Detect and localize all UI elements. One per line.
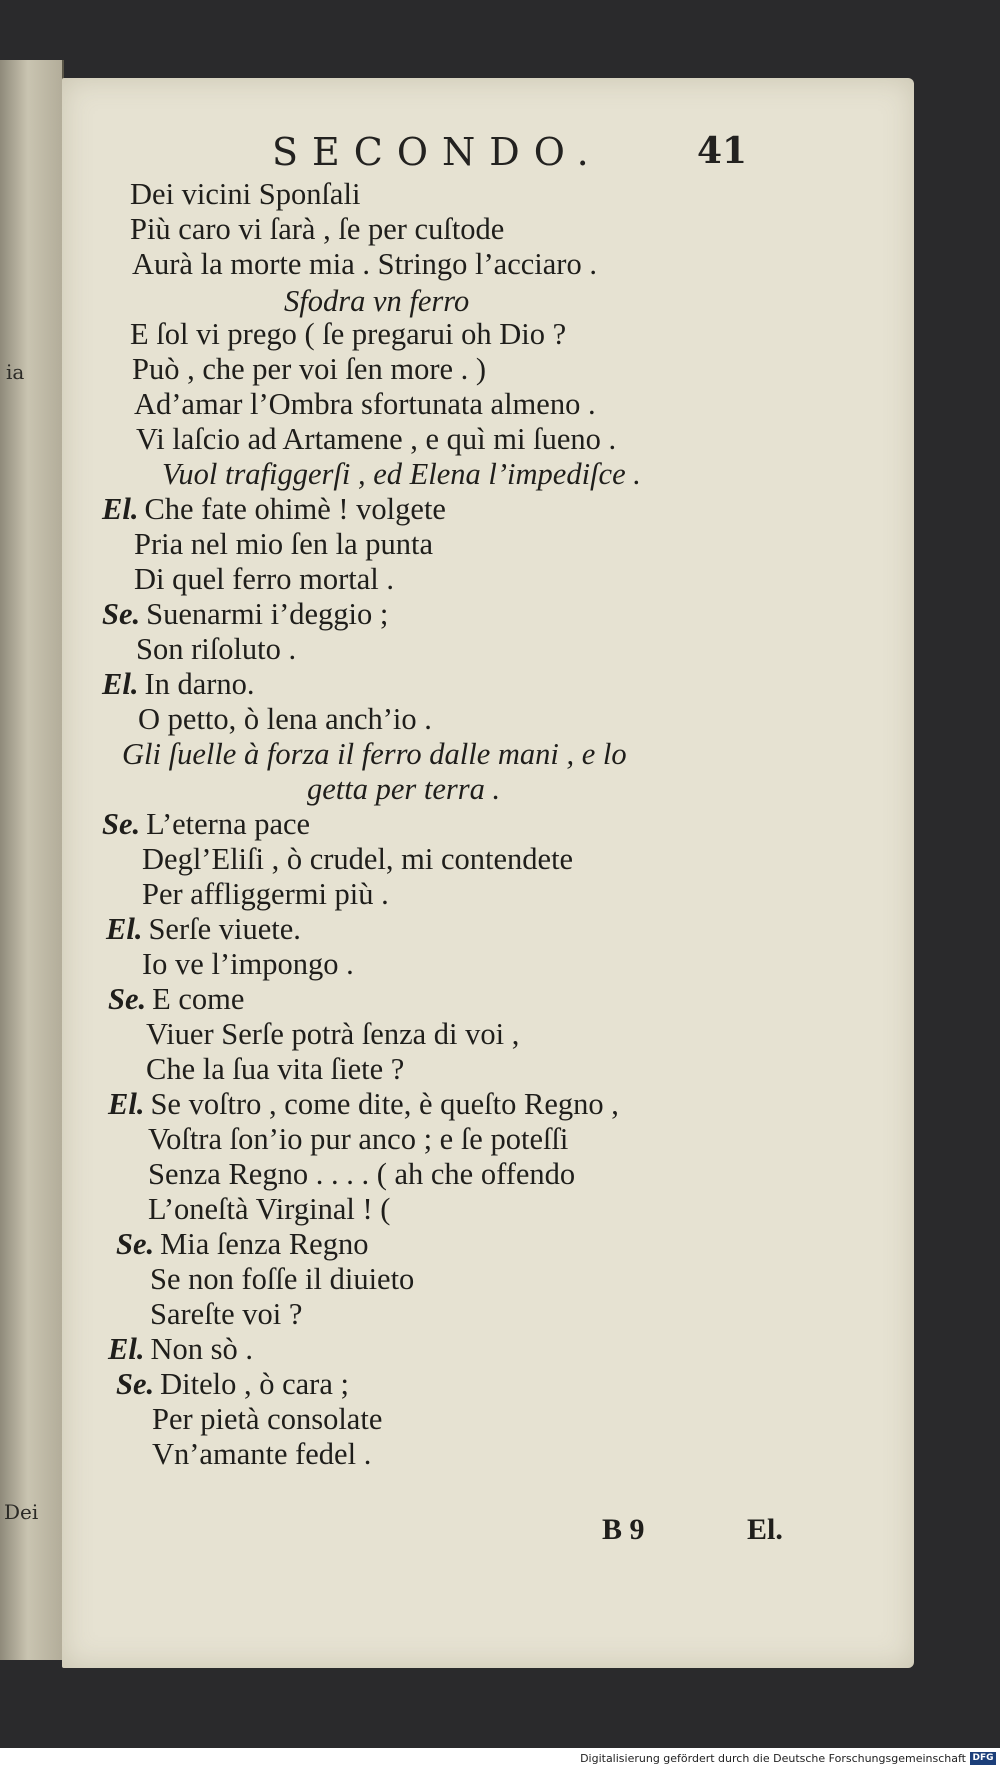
verse-line [146, 1051, 404, 1087]
verse-line [134, 386, 596, 422]
line-text: Io ve l’impongo . [142, 947, 354, 981]
verse-line [148, 1191, 390, 1227]
credit-text: Digitalisierung gefördert durch die Deutsche Forschungsgemeinschaft [580, 1752, 966, 1765]
line-text: Di quel ferro mortal . [134, 562, 395, 596]
line-text: Se non foſſe il diuieto [150, 1262, 415, 1296]
left-page-fragment: Dei [4, 1500, 39, 1524]
verse-line [108, 1331, 253, 1367]
line-text: Non sò . [150, 1332, 253, 1366]
line-text: Che la ſua vita ſiete ? [146, 1052, 405, 1086]
verse-line [130, 316, 566, 352]
signature-mark: B 9 [602, 1513, 645, 1546]
verse-line [152, 1436, 371, 1472]
line-text: Sfodra vn ferro [284, 284, 470, 318]
line-text: Suenarmi i’deggio ; [146, 597, 389, 631]
verse-line [116, 1226, 368, 1262]
verse-line [136, 631, 296, 667]
speaker-label: Se. [102, 807, 141, 841]
line-text: Mia ſenza Regno [160, 1227, 369, 1261]
speaker-label: Se. [108, 982, 147, 1016]
line-text: Vn’amante fedel . [152, 1437, 372, 1471]
verse-line [142, 876, 389, 912]
catchword: El. [747, 1513, 783, 1546]
line-text: Vi laſcio ad Artamene , e quì mi ſueno . [136, 422, 617, 456]
verse-line [142, 841, 573, 877]
stage-direction [122, 736, 627, 772]
line-text: Vuol trafiggerſi , ed Elena l’impediſce . [162, 457, 641, 491]
speaker-label: Se. [116, 1367, 155, 1401]
line-text: Degl’Eliſi , ò crudel, mi contendete [142, 842, 574, 876]
line-text: E come [152, 982, 245, 1016]
verse-line [146, 1016, 519, 1052]
verse-line [134, 561, 394, 597]
verse-line [102, 596, 388, 632]
speaker-label: Se. [102, 597, 141, 631]
verse-line [108, 981, 244, 1017]
verse-line [136, 421, 616, 457]
line-text: O petto, ò lena anch’io . [138, 702, 432, 736]
line-text: E ſol vi prego ( ſe pregarui oh Dio ? [130, 317, 567, 351]
line-text: Più caro vi ſarà , ſe per cuſtode [130, 212, 505, 246]
line-text: Son riſoluto . [136, 632, 297, 666]
line-text: Serſe viuete. [148, 912, 301, 946]
verse-line [108, 1086, 619, 1122]
stage-direction [284, 283, 469, 319]
line-text: Per pietà consolate [152, 1402, 383, 1436]
line-text: getta per terra . [307, 772, 501, 806]
line-text: Dei vicini Sponſali [130, 177, 361, 211]
verse-line [150, 1296, 302, 1332]
line-text: Può , che per voi ſen more . ) [132, 352, 487, 386]
line-text: Sareſte voi ? [150, 1297, 303, 1331]
line-text: Per affliggermi più . [142, 877, 389, 911]
verse-line [148, 1121, 568, 1157]
verse-line [142, 946, 354, 982]
stage-direction [307, 771, 500, 807]
verse-line [150, 1261, 414, 1297]
book-page [62, 78, 914, 1668]
verse-line [132, 351, 486, 387]
line-text: Aurà la morte mia . Stringo l’acciaro . [132, 247, 597, 281]
line-text: Ad’amar l’Ombra sfortunata almeno . [134, 387, 596, 421]
line-text: Pria nel mio ſen la punta [134, 527, 433, 561]
line-text: Senza Regno . . . . ( ah che offendo [148, 1157, 576, 1191]
line-text: Gli ſuelle à forza il ferro dalle mani , e lo [122, 737, 627, 771]
verse-line [106, 911, 301, 947]
speaker-label: El. [108, 1087, 145, 1121]
speaker-label: El. [106, 912, 143, 946]
digitization-credit [0, 1748, 1000, 1770]
line-text: L’eterna pace [146, 807, 311, 841]
verse-line [130, 211, 504, 247]
verse-line [132, 246, 597, 282]
line-text: L’oneſtà Virginal ! ( [148, 1192, 391, 1226]
dfg-logo: DFG [970, 1752, 996, 1765]
line-text: Ditelo , ò cara ; [160, 1367, 349, 1401]
verse-line [130, 176, 360, 212]
left-page-edge [0, 60, 64, 1660]
running-head: SECONDO. [272, 130, 603, 174]
verse-line [134, 526, 433, 562]
verse-line [152, 1401, 382, 1437]
left-page-fragment: ia [6, 360, 25, 384]
verse-line [116, 1366, 349, 1402]
line-text: Viuer Serſe potrà ſenza di voi , [146, 1017, 520, 1051]
speaker-label: Se. [116, 1227, 155, 1261]
line-text: Che fate ohimè ! volgete [144, 492, 446, 526]
page-number: 41 [697, 130, 748, 172]
line-text: Se voſtro , come dite, è queſto Regno , [150, 1087, 619, 1121]
speaker-label: El. [102, 492, 139, 526]
stage-direction [162, 456, 641, 492]
line-text: In darno. [144, 667, 255, 701]
verse-line [102, 806, 310, 842]
verse-line [102, 491, 446, 527]
verse-line [102, 666, 255, 702]
verse-line [138, 701, 432, 737]
speaker-label: El. [108, 1332, 145, 1366]
verse-line [148, 1156, 575, 1192]
line-text: Voſtra ſon’io pur anco ; e ſe poteſſi [148, 1122, 569, 1156]
speaker-label: El. [102, 667, 139, 701]
